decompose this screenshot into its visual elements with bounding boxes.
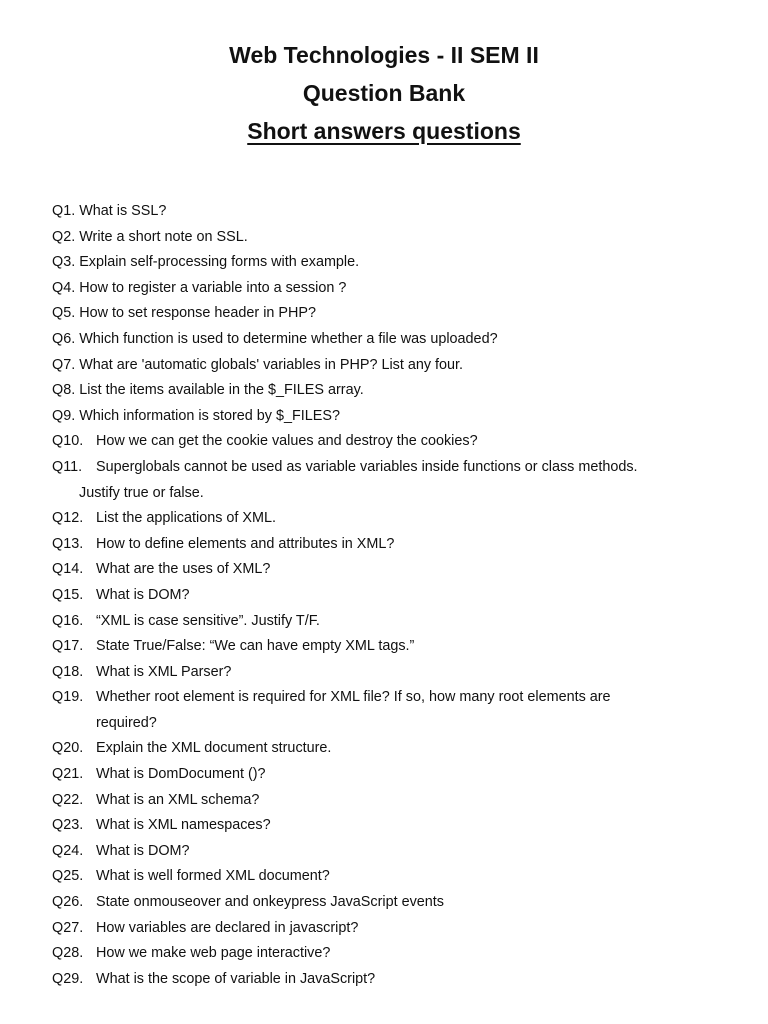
question-text: Superglobals cannot be used as variable variables inside functions or class methods. bbox=[96, 458, 638, 475]
question-number: Q27. bbox=[52, 919, 84, 936]
document-subtitle: Question Bank bbox=[302, 80, 466, 106]
question-item bbox=[52, 813, 752, 839]
question-text: Which function is used to determine whether a file was uploaded? bbox=[79, 330, 498, 347]
question-item bbox=[52, 685, 752, 736]
question-text: Which information is stored by $_FILES? bbox=[79, 407, 340, 424]
question-number: Q6. bbox=[52, 330, 76, 347]
question-number: Q19. bbox=[52, 689, 84, 706]
question-item bbox=[52, 788, 752, 814]
question-number: Q2. bbox=[52, 228, 76, 245]
question-number: Q9. bbox=[52, 407, 76, 424]
question-number: Q18. bbox=[52, 663, 84, 680]
question-item bbox=[52, 225, 752, 251]
question-text: What are 'automatic globals' variables in PHP? List any four. bbox=[79, 356, 464, 373]
question-item bbox=[52, 762, 752, 788]
question-item bbox=[52, 609, 752, 635]
question-text: List the items available in the $_FILES array. bbox=[79, 382, 364, 399]
question-item bbox=[52, 353, 752, 379]
question-item bbox=[52, 736, 752, 762]
question-number: Q29. bbox=[52, 970, 84, 987]
question-text: Explain self-processing forms with example. bbox=[79, 254, 360, 271]
question-item bbox=[52, 583, 752, 609]
question-text: What is XML Parser? bbox=[96, 663, 232, 680]
question-text: What is XML namespaces? bbox=[96, 817, 271, 834]
section-heading bbox=[0, 112, 768, 150]
question-text: Whether root element is required for XML file? If so, how many root elements are bbox=[96, 689, 611, 706]
question-text: How variables are declared in javascript? bbox=[96, 919, 359, 936]
question-item bbox=[52, 941, 752, 967]
question-item bbox=[52, 250, 752, 276]
document-header bbox=[0, 36, 768, 150]
question-text: State True/False: “We can have empty XML tags.” bbox=[96, 638, 415, 655]
question-text: State onmouseover and onkeypress JavaScript events bbox=[96, 894, 444, 911]
question-text: What is DOM? bbox=[96, 586, 190, 603]
question-item bbox=[52, 864, 752, 890]
question-item bbox=[52, 557, 752, 583]
question-number: Q12. bbox=[52, 510, 84, 527]
question-number: Q23. bbox=[52, 817, 84, 834]
question-text: Explain the XML document structure. bbox=[96, 740, 332, 757]
question-number: Q1. bbox=[52, 203, 76, 219]
question-number: Q16. bbox=[52, 612, 84, 629]
question-item bbox=[52, 916, 752, 942]
question-number: Q17. bbox=[52, 638, 84, 655]
question-text: Write a short note on SSL. bbox=[79, 228, 248, 245]
question-item bbox=[52, 634, 752, 660]
question-item bbox=[52, 276, 752, 302]
question-item bbox=[52, 327, 752, 353]
question-text: How to register a variable into a session ? bbox=[79, 279, 347, 296]
section-heading-text: Short answers questions bbox=[247, 118, 521, 144]
document-title: Web Technologies - II SEM II bbox=[229, 42, 539, 68]
question-item bbox=[52, 378, 752, 404]
question-list bbox=[52, 199, 752, 992]
question-number: Q21. bbox=[52, 766, 84, 783]
question-number: Q8. bbox=[52, 382, 76, 399]
question-number: Q26. bbox=[52, 894, 84, 911]
question-number: Q4. bbox=[52, 279, 76, 296]
question-number: Q3. bbox=[52, 254, 76, 271]
question-item bbox=[52, 199, 752, 225]
question-number: Q13. bbox=[52, 535, 84, 552]
question-text: What is the scope of variable in JavaScript? bbox=[96, 970, 376, 987]
question-item bbox=[52, 890, 752, 916]
question-number: Q10. bbox=[52, 433, 84, 450]
question-item bbox=[52, 506, 752, 532]
question-item bbox=[52, 404, 752, 430]
question-text-continuation: Justify true or false. bbox=[79, 484, 204, 501]
question-number: Q5. bbox=[52, 305, 76, 322]
question-text: What are the uses of XML? bbox=[96, 561, 271, 578]
question-text: What is DomDocument ()? bbox=[96, 766, 266, 783]
question-number: Q14. bbox=[52, 561, 84, 578]
question-number: Q20. bbox=[52, 740, 84, 757]
question-text: How to define elements and attributes in XML? bbox=[96, 535, 395, 552]
question-text: What is an XML schema? bbox=[96, 791, 260, 808]
question-text: What is DOM? bbox=[96, 842, 190, 859]
question-number: Q22. bbox=[52, 791, 84, 808]
question-number: Q11. bbox=[52, 458, 83, 475]
question-text: How we can get the cookie values and destroy the cookies? bbox=[96, 433, 478, 450]
question-item bbox=[52, 532, 752, 558]
question-text: What is well formed XML document? bbox=[96, 868, 330, 885]
question-text: List the applications of XML. bbox=[96, 510, 276, 527]
question-text: How we make web page interactive? bbox=[96, 945, 331, 962]
question-item bbox=[52, 839, 752, 865]
question-text: “XML is case sensitive”. Justify T/F. bbox=[96, 612, 320, 629]
question-number: Q15. bbox=[52, 586, 84, 603]
question-item bbox=[52, 455, 752, 506]
question-item bbox=[52, 301, 752, 327]
question-item bbox=[52, 660, 752, 686]
question-text: How to set response header in PHP? bbox=[79, 305, 316, 322]
question-number: Q24. bbox=[52, 842, 84, 859]
question-item bbox=[52, 967, 752, 993]
question-text: What is SSL? bbox=[79, 203, 167, 219]
question-text-continuation: required? bbox=[96, 714, 157, 731]
question-number: Q25. bbox=[52, 868, 84, 885]
question-item bbox=[52, 429, 752, 455]
question-number: Q7. bbox=[52, 356, 76, 373]
question-number: Q28. bbox=[52, 945, 84, 962]
